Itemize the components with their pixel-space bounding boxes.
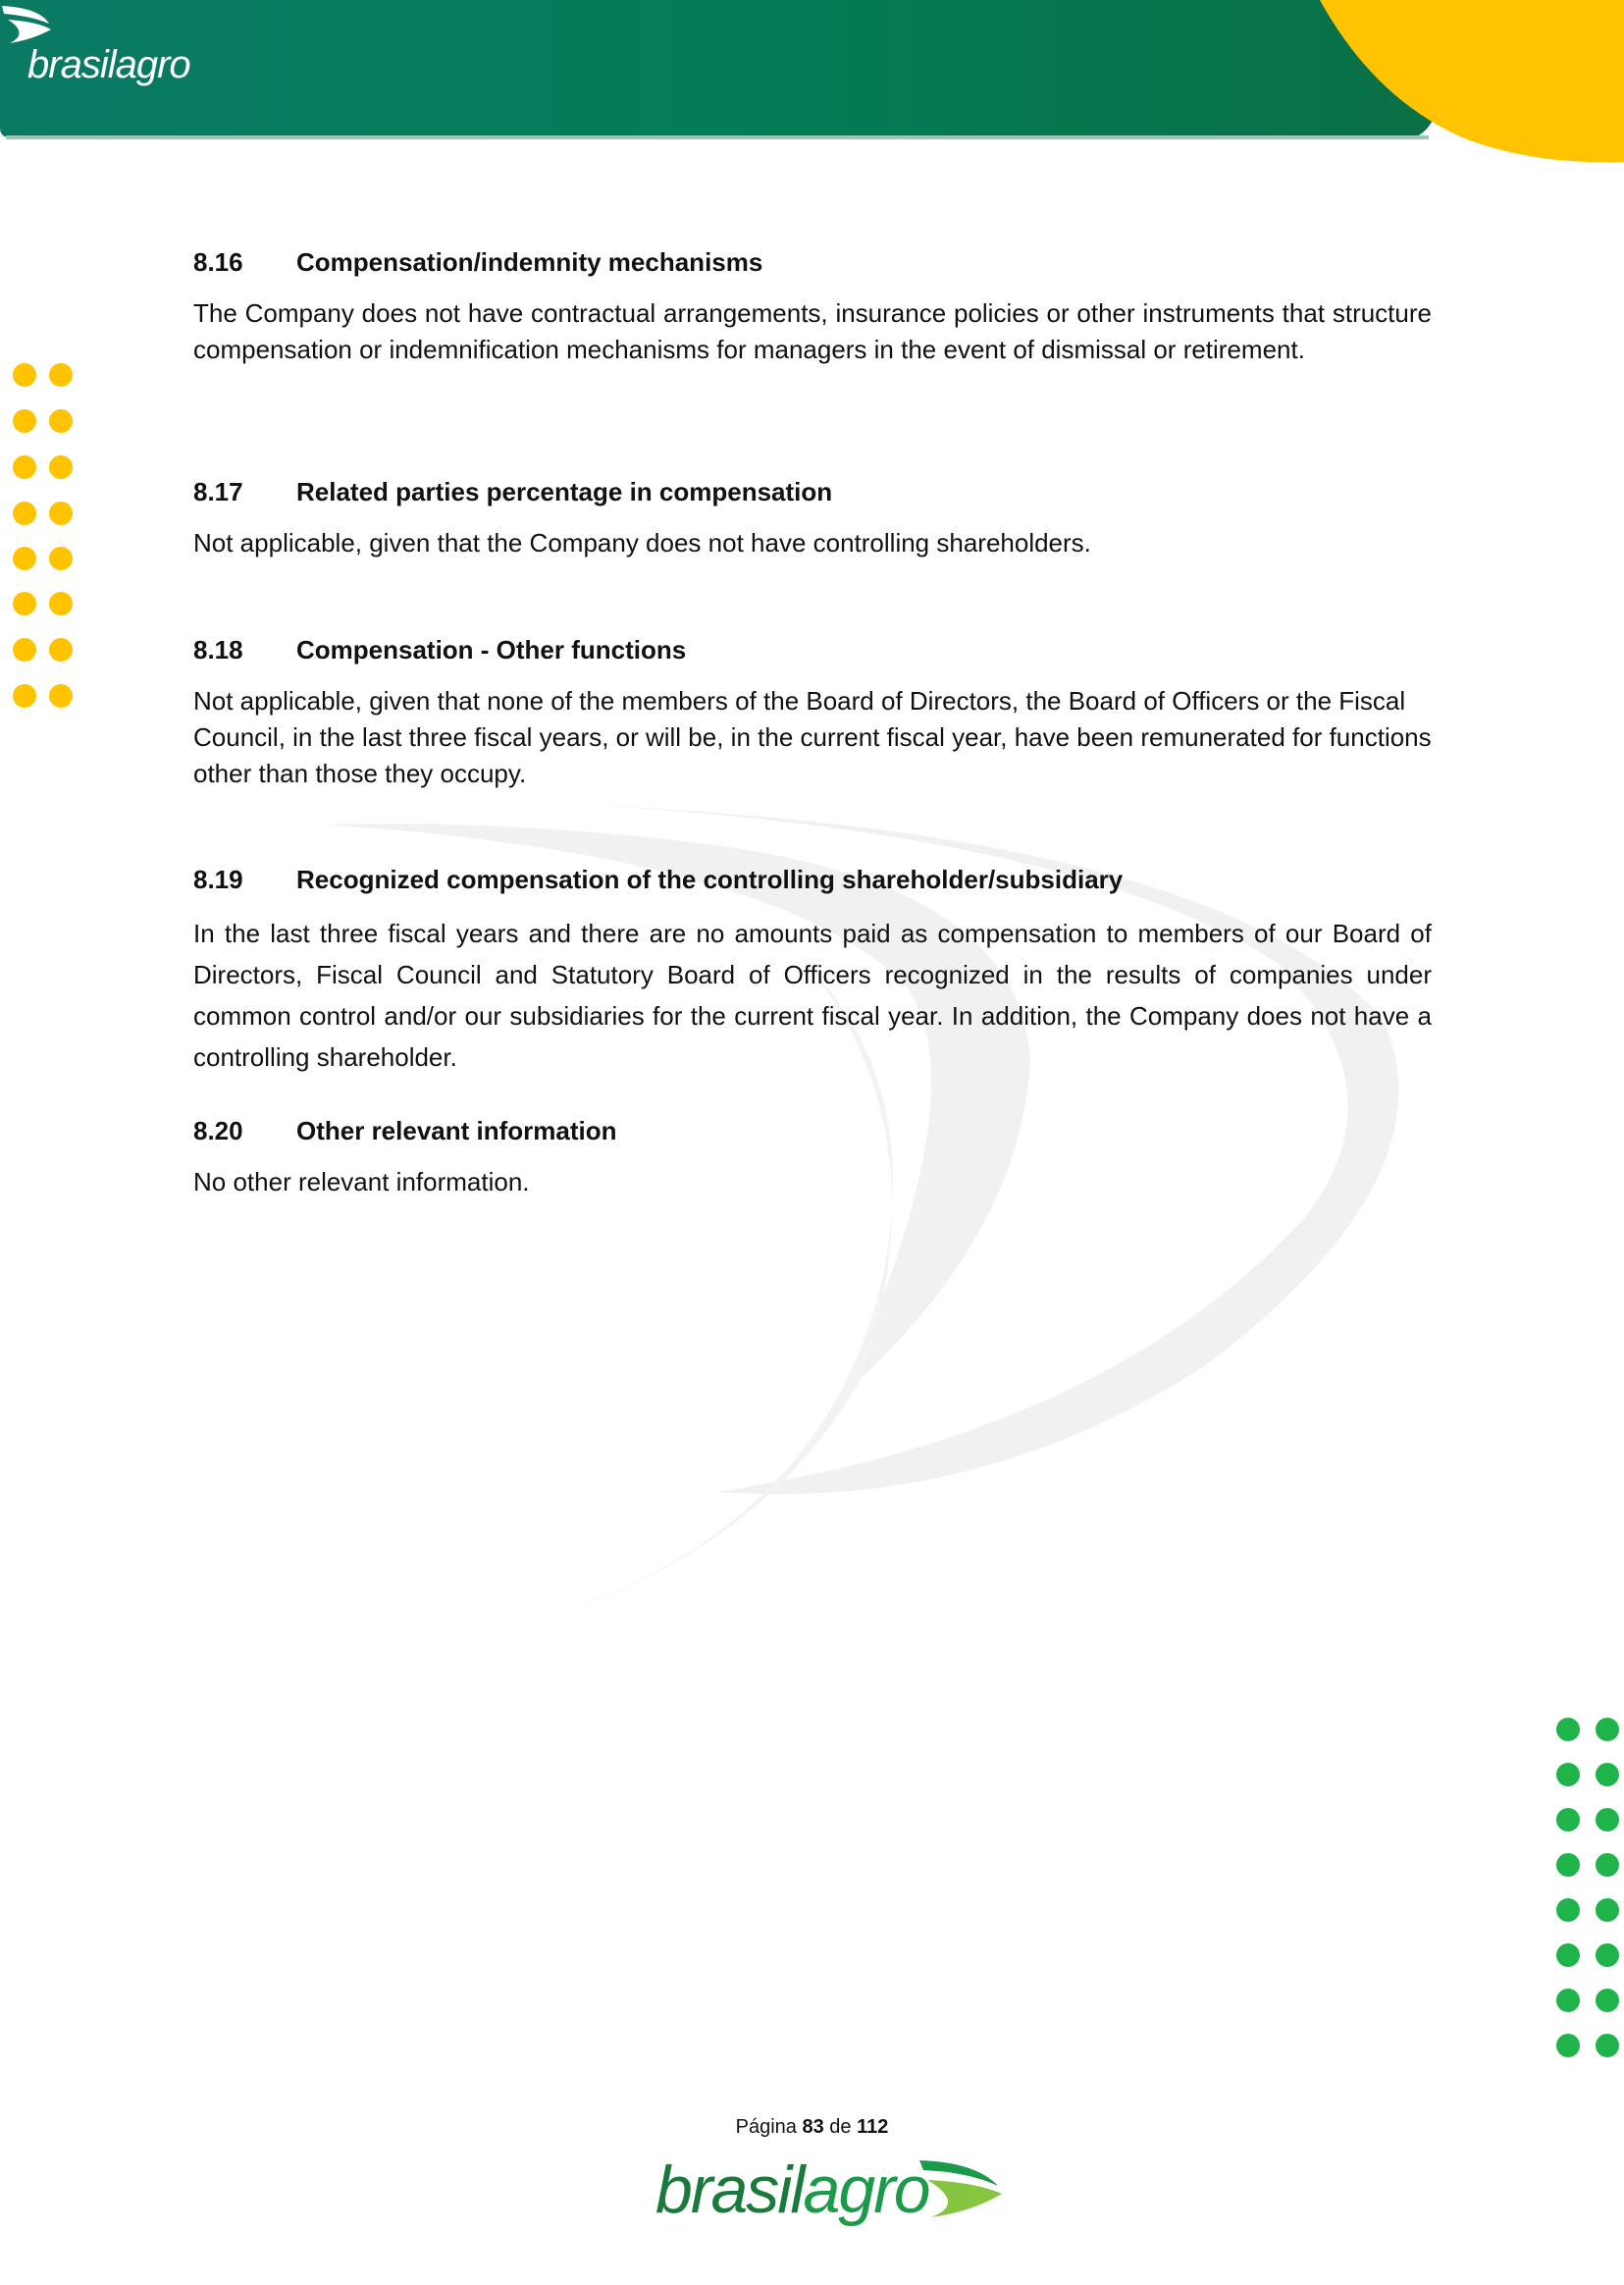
dot <box>49 638 73 662</box>
dot <box>1596 1989 1619 2012</box>
footer-brand-part1: brasil <box>655 2152 804 2227</box>
dot <box>1556 1898 1580 1922</box>
dot <box>1596 2034 1619 2057</box>
dot <box>13 363 36 387</box>
dot <box>49 502 73 525</box>
section-number: 8.20 <box>193 1116 243 1145</box>
section-text: The Company does not have contractual arrangements, insurance policies or other instruments that structure compensation or indemnification mechanisms for managers in the event of dismissal or retirement. <box>193 298 1432 364</box>
dot <box>13 638 36 662</box>
section-text: No other relevant information. <box>193 1167 530 1196</box>
dot <box>13 409 36 433</box>
section-number: 8.18 <box>193 635 243 664</box>
dot <box>1596 1763 1619 1786</box>
section-heading <box>193 477 1432 507</box>
dot <box>13 547 36 570</box>
page-number <box>0 2116 1624 2139</box>
section-title: Other relevant information <box>296 1116 617 1145</box>
dot <box>13 684 36 708</box>
dot <box>1556 2034 1580 2057</box>
section-number: 8.16 <box>193 247 243 277</box>
section-text: In the last three fiscal years and there are no amounts paid as compensation to members of our Board of Directors, Fiscal Council and Statutory Board of Officers recognized in the results of companies under common control and/or our subsidiaries for the current fiscal year. In addition, the Company does not have a controlling shareholder. <box>193 919 1432 1072</box>
section-title: Compensation - Other functions <box>296 635 687 664</box>
dot <box>49 455 73 479</box>
section-number: 8.19 <box>193 865 243 894</box>
page-of: de <box>829 2116 852 2138</box>
section-heading <box>193 247 1432 278</box>
dot <box>1556 1718 1580 1741</box>
dot <box>1556 1853 1580 1877</box>
dot <box>1556 1989 1580 2012</box>
dot <box>49 547 73 570</box>
dot <box>1596 1898 1619 1922</box>
dot <box>49 592 73 615</box>
section-8-18 <box>193 635 1432 792</box>
page-current: 83 <box>802 2116 824 2138</box>
section-title: Recognized compensation of the controlling shareholder/subsidiary <box>296 865 1124 894</box>
dot <box>1596 1943 1619 1967</box>
dot <box>13 455 36 479</box>
footer-brand-logo <box>655 2152 929 2228</box>
dot <box>1556 1763 1580 1786</box>
section-title: Related parties percentage in compensation <box>296 477 833 506</box>
dot <box>49 684 73 708</box>
section-heading <box>193 635 1432 665</box>
dot <box>1556 1808 1580 1832</box>
dot <box>13 502 36 525</box>
section-text: Not applicable, given that the Company does not have controlling shareholders. <box>193 528 1091 558</box>
section-number: 8.17 <box>193 477 243 506</box>
section-title: Compensation/indemnity mechanisms <box>296 247 763 277</box>
section-8-16 <box>193 247 1432 368</box>
section-8-19 <box>193 865 1432 1078</box>
footer-brand-part2: agro <box>803 2152 929 2227</box>
section-8-20 <box>193 1116 1432 1200</box>
section-8-17 <box>193 477 1432 561</box>
dot <box>49 363 73 387</box>
section-heading <box>193 865 1432 895</box>
section-heading <box>193 1116 1432 1146</box>
dot <box>1556 1943 1580 1967</box>
dot <box>1596 1718 1619 1741</box>
header-brand-logo: brasilagro <box>27 43 190 86</box>
dot <box>13 592 36 615</box>
section-text: Not applicable, given that none of the members of the Board of Directors, the Board of Officers or the Fiscal Council, in the last three fiscal years, or will be, in the current fiscal year, have been remunerated for functions other than those they occupy. <box>193 686 1432 788</box>
footer-swoosh-icon <box>917 2154 1006 2223</box>
page-total: 112 <box>857 2116 889 2138</box>
page-label: Página <box>735 2116 797 2138</box>
dot <box>1596 1808 1619 1832</box>
dot <box>1596 1853 1619 1877</box>
dot <box>49 409 73 433</box>
